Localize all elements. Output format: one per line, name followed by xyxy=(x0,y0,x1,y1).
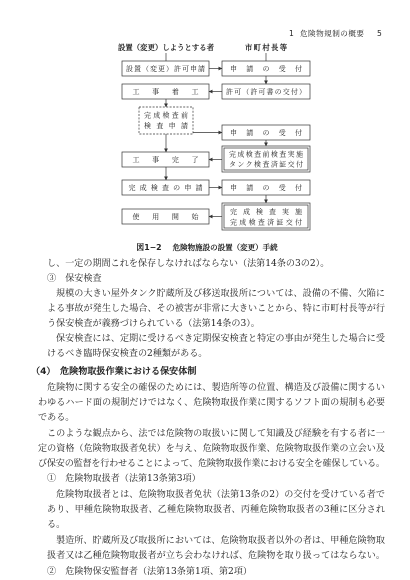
step-label-construction-complete: 工事完了 xyxy=(132,156,199,164)
step-label-completion-inspection-application: 完成検査の申請 xyxy=(128,184,203,192)
paragraph-line: 規模の大きい屋外タンク貯蔵所及び移送取扱所については、設備の不備、欠陥に xyxy=(56,289,385,299)
page-number: 5 xyxy=(377,29,382,38)
paragraph-line: る。 xyxy=(47,520,66,530)
step-label-pre-completion-inspection-application-line-1: 完成検査前 xyxy=(144,111,188,120)
paragraph-line: 危険物取扱者とは、危険物取扱者免状（法第13条の2）の交付を受けている者で xyxy=(56,490,385,500)
paragraph-line: 製造所、貯蔵所及び取扱所においては、危険物取扱者以外の者は、甲種危険物取 xyxy=(56,536,385,546)
step-label-completion-inspection-line-2: 完成検査済証交付 xyxy=(230,218,302,227)
item-heading-safety-supervisor: ② 危険物保安監督者（法第13条第1項、第2項） xyxy=(47,567,253,577)
step-label-pre-completion-inspection-application-line-2: 検査申請 xyxy=(144,122,188,130)
chapter-title: 危険物規制の概要 xyxy=(300,29,364,38)
paragraph-line: このような観点から、法では危険物の取扱いに関して知識及び経験を有する者に一 xyxy=(47,429,385,439)
step-label-permit: 許可（許可書の交付） xyxy=(226,88,306,96)
paragraph-line: けるべき臨時保安検査の2種類がある。 xyxy=(47,349,208,359)
step-label-receipt-2: 申請の受付 xyxy=(230,129,302,137)
step-label-receipt-1: 申請の受付 xyxy=(230,65,302,73)
item-heading-hazmat-handler: ① 危険物取扱者（法第13条第3項） xyxy=(47,474,201,484)
section-heading: （4） 危険物取扱作業における保安体制 xyxy=(31,367,197,377)
body-text xyxy=(31,257,385,577)
procedure-flowchart xyxy=(118,43,310,230)
item-heading-safety-inspection: ③ 保安検査 xyxy=(47,274,102,284)
step-label-pre-completion-inspection-line-1: 完成検査前検査実施 xyxy=(229,150,303,159)
paragraph-line: し、一定の期間これを保存しなければならない（法第14条の3の2）。 xyxy=(47,259,330,269)
step-label-permit-application: 設置（変更）許可申請 xyxy=(126,65,205,73)
step-label-receipt-3: 申請の受付 xyxy=(230,184,302,192)
step-label-pre-completion-inspection-line-2: タンク検査済証交付 xyxy=(229,160,303,169)
column-header-applicant: 設置（変更）しようとする者 xyxy=(118,43,214,52)
paragraph-line: 危険物に関する安全の確保のためには、製造所等の位置、構造及び設備に関するい xyxy=(47,383,385,393)
figure-caption xyxy=(136,237,278,254)
column-header-authority: 市町村長等 xyxy=(245,43,287,52)
step-label-construction-start: 工事着工 xyxy=(132,88,199,96)
step-label-completion-inspection-line-1: 完成検査実施 xyxy=(230,208,302,216)
chapter-number: 1 xyxy=(289,29,294,38)
paragraph-line: よる事故が発生した場合、その被害が非常に大きいことから、特に市町村長等が行 xyxy=(47,304,385,314)
step-label-start-of-use: 使用開始 xyxy=(132,213,199,221)
paragraph-line: び保安の監督を行わせることによって、危険物取扱作業における安全を確保している。 xyxy=(38,459,385,469)
paragraph-line: である。 xyxy=(38,413,75,423)
paragraph-line: あり、甲種危険物取扱者、乙種危険物取扱者、丙種危険物取扱者の3種に区分され xyxy=(47,505,385,515)
figure-caption-label: 図1−2 xyxy=(136,243,162,252)
paragraph-line: う保安検査が義務づけられている（法第14条の3）。 xyxy=(47,319,260,329)
running-header xyxy=(289,28,382,38)
paragraph-line: 扱者又は乙種危険物取扱者が立ち会わなければ、危険物を取り扱ってはならない。 xyxy=(47,551,385,561)
figure-caption-title: 危険物施設の設置（変更）手続 xyxy=(172,243,278,252)
paragraph-line: 保安検査には、定期に受けるべき定期保安検査と特定の事由が発生した場合に受 xyxy=(56,334,385,344)
paragraph-line: 定の資格（危険物取扱者免状）を与え、危険物取扱作業、危険物取扱作業の立会い及 xyxy=(38,444,385,454)
paragraph-line: わゆるハード面の規制だけではなく、危険物取扱作業に関するソフト面の規制も必要 xyxy=(38,398,385,408)
